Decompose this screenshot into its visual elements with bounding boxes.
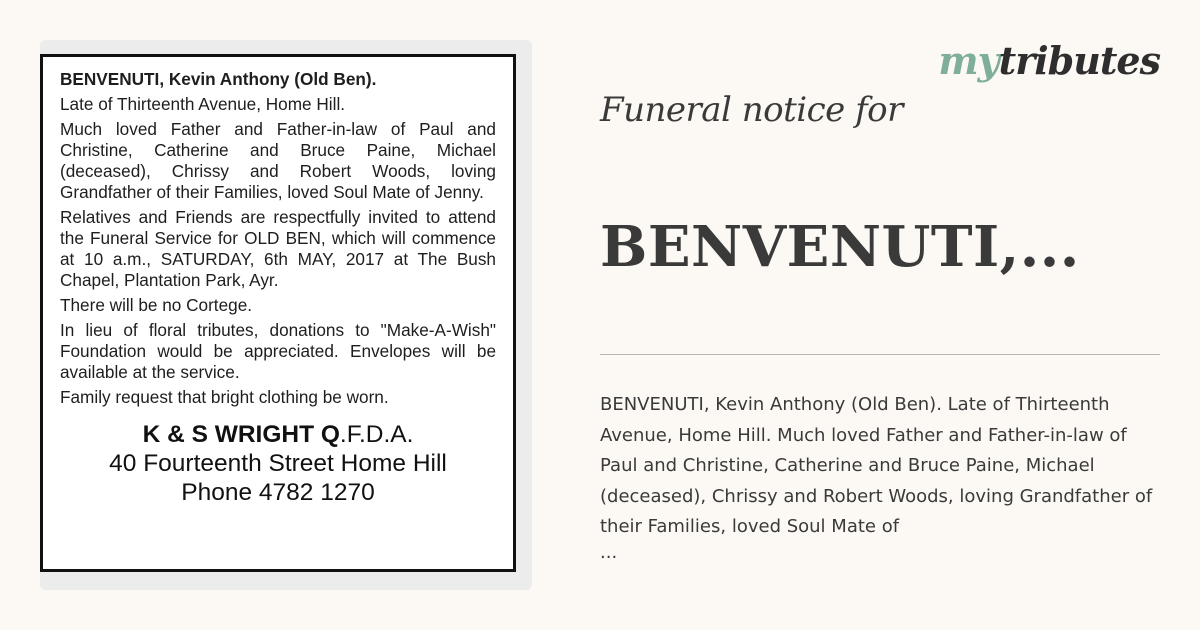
logo-part-my: my: [938, 38, 999, 83]
deceased-name-title: BENVENUTI,...: [600, 214, 1080, 280]
page-kicker: Funeral notice for: [600, 90, 903, 130]
notice-clipping: [40, 54, 516, 572]
funeral-director-phone: Phone 4782 1270: [181, 479, 375, 506]
funeral-director-block: [60, 420, 496, 507]
logo-part-tributes: tributes: [998, 38, 1160, 83]
notice-paragraph: Late of Thirteenth Avenue, Home Hill.: [60, 94, 346, 114]
excerpt-text: BENVENUTI, Kevin Anthony (Old Ben). Late of Thirteenth Avenue, Home Hill. Much loved Father and Father-in-law of Paul and Christine, Catherine and Bruce Paine, Michael (deceased), Chrissy and Robert Woods, loving Grandfather of their Families, loved Soul Mate of: [600, 394, 1153, 537]
funeral-notice-image: [40, 40, 532, 590]
notice-paragraph: Family request that bright clothing be worn.: [60, 387, 389, 407]
funeral-director-name-bold: K & S WRIGHT Q: [142, 421, 340, 448]
notice-paragraph: Relatives and Friends are respectfully invited to attend the Funeral Service for OLD BEN, which will commence at 10 a.m., SATURDAY, 6th MAY, 2017 at The Bush Chapel, Plantation Park, Ayr.: [60, 207, 496, 290]
notice-paragraph: In lieu of floral tributes, donations to "Make-A-Wish" Foundation would be appreciated. Envelopes will be available at the service.: [60, 320, 496, 382]
notice-excerpt: [600, 390, 1160, 563]
funeral-director-name-suffix: .F.D.A.: [339, 421, 414, 448]
excerpt-ellipsis: ...: [600, 541, 618, 563]
funeral-director-name: [60, 420, 496, 449]
notice-headline: BENVENUTI, Kevin Anthony (Old Ben).: [60, 69, 377, 89]
mytributes-logo[interactable]: [938, 38, 1160, 83]
funeral-director-address: 40 Fourteenth Street Home Hill: [109, 450, 447, 477]
notice-paragraph: There will be no Cortege.: [60, 295, 253, 315]
divider: [600, 354, 1160, 355]
notice-paragraph: Much loved Father and Father-in-law of Paul and Christine, Catherine and Bruce Paine, Michael (deceased), Chrissy and Robert Woods, loving Grandfather of their Families, loved Soul Mate of Jenny.: [60, 119, 496, 202]
